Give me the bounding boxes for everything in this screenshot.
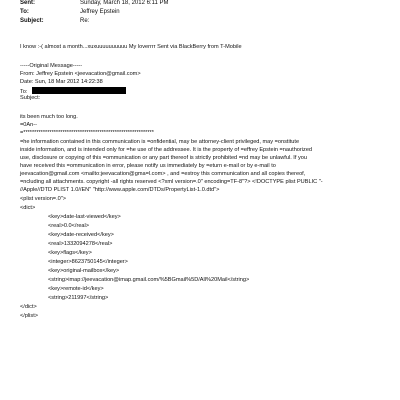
sent-label: Sent:	[20, 0, 35, 6]
subject-label: Subject:	[20, 18, 44, 24]
redaction-bar	[32, 87, 126, 94]
original-body: its been much too long.	[20, 114, 78, 120]
sent-value: Sunday, March 18, 2012 6:11 PM	[80, 0, 169, 6]
original-subject: Subject:	[20, 95, 41, 101]
original-marker: =0An--	[20, 122, 37, 128]
reply-body: I know :-( almost a month...xuxuuuuuuuuuu My loverrrr Sent via BlackBerry from T-Mobile	[20, 44, 242, 50]
xml-line: <string>imap://jeevacation@imap.gmail.com/%5BGmail%5D/All%20Mail</string>	[48, 277, 250, 283]
xml-line: <key>original-mailbox</key>	[48, 268, 120, 274]
original-message-divider: -----Original Message-----	[20, 63, 83, 69]
notice-line: have received this =ommunication in error, please notify us immediately by =eturn e-mail or by e-mail to	[20, 163, 276, 169]
xml-line: <real>0.0</real>	[48, 223, 90, 229]
xml-line: </plist>	[20, 313, 39, 319]
xml-line: </dict>	[20, 304, 37, 310]
xml-line: <key>flags</key>	[48, 250, 92, 256]
notice-line: //Apple//DTD PLIST 1.0//EN" "http://www.apple.com/DTDs/PropertyList-1.0.dtd">	[20, 187, 220, 193]
notice-line: =ncluding all attachments. copyright -all rights reserved <?xml version=.0" encoding=TF-8"?> <!DOCTYPE plist PUBLIC "-	[20, 179, 323, 185]
original-to-label: To:	[20, 89, 28, 95]
xml-line: <key>remote-id</key>	[48, 286, 104, 292]
confidentiality-notice	[20, 139, 386, 195]
subject-value: Re:	[80, 18, 90, 24]
original-from: From: Jeffrey Epstein <jeevacation@gmail.com>	[20, 71, 141, 77]
xml-line: <key>date-received</key>	[48, 232, 114, 238]
xml-line: <integer>8623750145</integer>	[48, 259, 128, 265]
original-date: Date: Sun, 18 Mar 2012 14:22:38	[20, 79, 103, 85]
xml-line: <string>211997</string>	[48, 295, 109, 301]
xml-line: <real>1332094278</real>	[48, 241, 113, 247]
xml-line: <dict>	[20, 205, 36, 211]
xml-line: <plist version=.0">	[20, 196, 66, 202]
to-label: To:	[20, 9, 29, 15]
notice-line: inside information, and is intended only for =he use of the addressee. It is the property of =effrey Epstein =nauthorized	[20, 147, 313, 153]
asterisk-separator: =************************************************************	[20, 130, 154, 136]
xml-line: <key>date-last-viewed</key>	[48, 214, 121, 220]
notice-line: =he information contained in this communication is =onfidential, may be attorney-client privileged, may =onstitute	[20, 139, 300, 145]
to-value: Jeffrey Epstein	[80, 9, 120, 15]
notice-line: jeevacation@gmail.com <mailto:jeevacation@gma=l.com> , and =estroy this communication and all copies thereof,	[20, 171, 306, 177]
notice-line: use, disclosure or copying of this =ommunication or any part thereof is strictly prohibited =nd may be unlawful. If you	[20, 155, 307, 161]
